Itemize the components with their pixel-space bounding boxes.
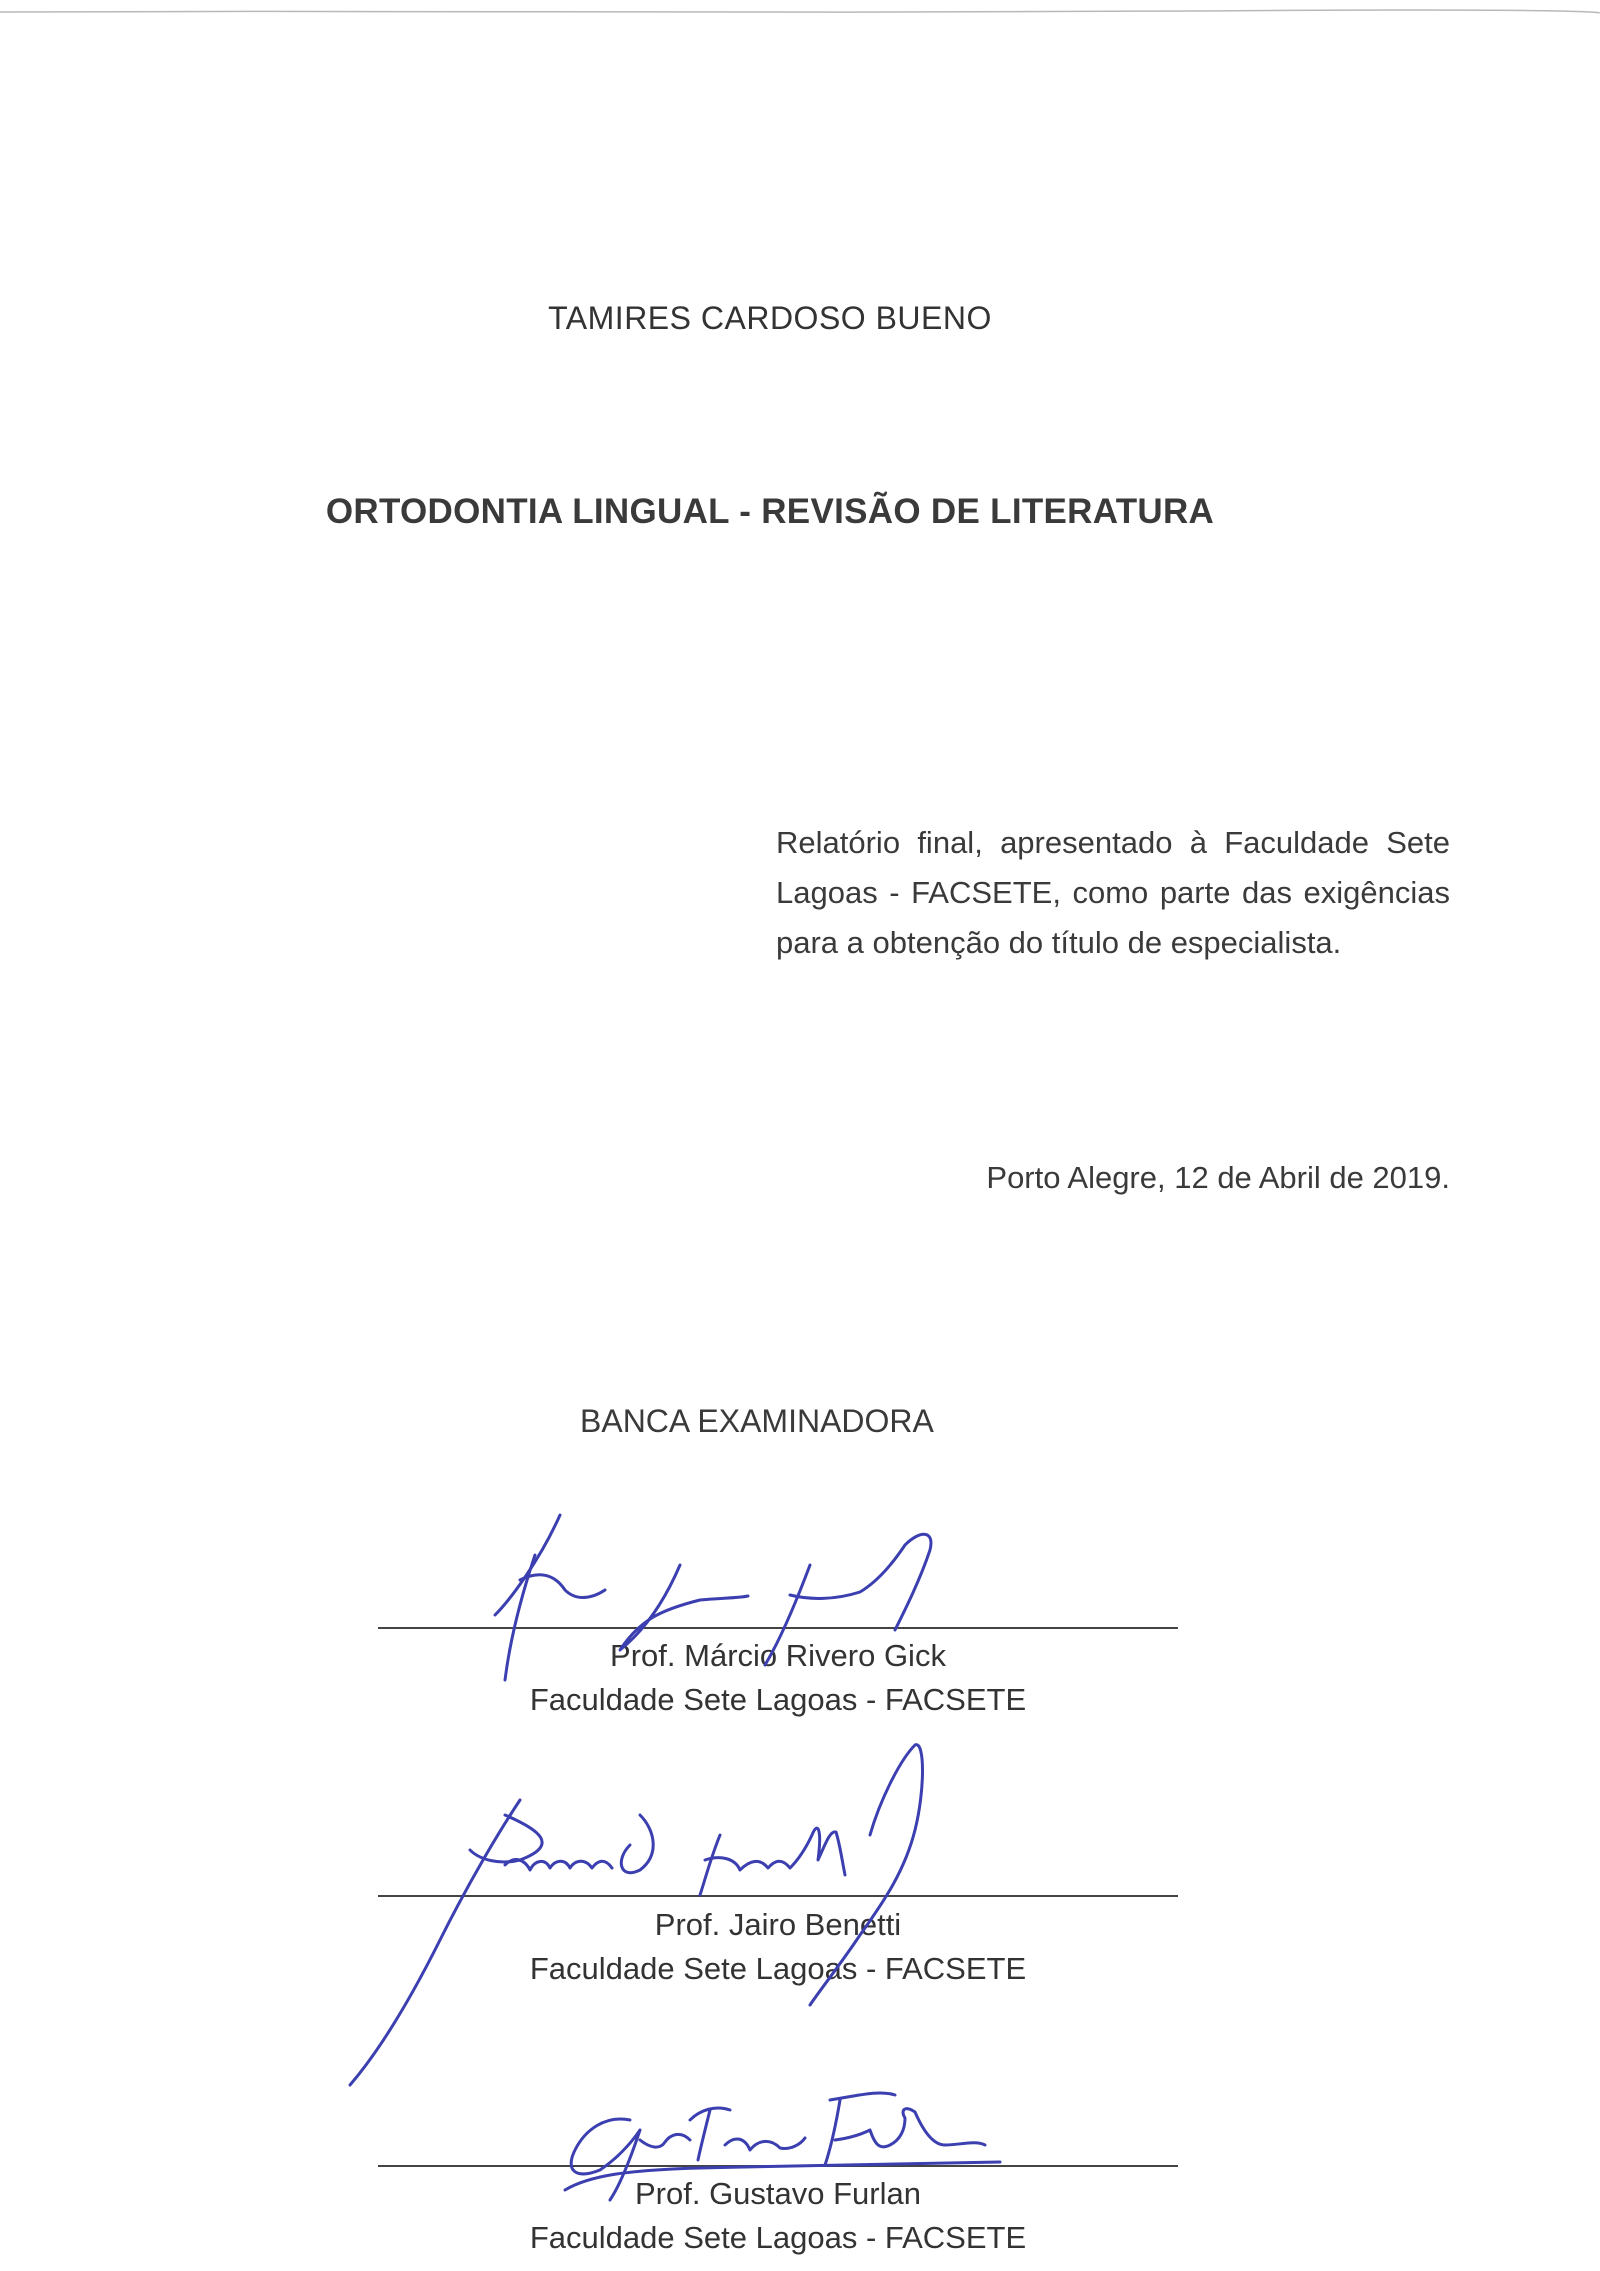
examiner-3-institution: Faculdade Sete Lagoas - FACSETE — [529, 2220, 1027, 2255]
purpose-statement: Relatório final, apresentado à Faculdade Sete Lagoas - FACSETE, como parte das exigências para a obtenção do título de especialista. — [776, 825, 1450, 960]
document-title: ORTODONTIA LINGUAL - REVISÃO DE LITERATURA — [325, 492, 1215, 531]
examiner-2-institution: Faculdade Sete Lagoas - FACSETE — [529, 1951, 1027, 1986]
scan-edge-line — [0, 8, 1600, 16]
examining-board-heading: BANCA EXAMINADORA — [580, 1403, 934, 1439]
signature-line-3 — [378, 2165, 1178, 2167]
author-name: TAMIRES CARDOSO BUENO — [548, 300, 992, 336]
examiner-1-institution: Faculdade Sete Lagoas - FACSETE — [529, 1682, 1027, 1717]
examiner-3-name: Prof. Gustavo Furlan — [634, 2176, 921, 2211]
place-and-date: Porto Alegre, 12 de Abril de 2019. — [986, 1160, 1450, 1195]
examiner-1-name: Prof. Márcio Rivero Gick — [610, 1638, 946, 1673]
signature-line-1 — [378, 1627, 1178, 1629]
examiner-2-name: Prof. Jairo Benetti — [654, 1907, 902, 1942]
signature-line-2 — [378, 1895, 1178, 1897]
